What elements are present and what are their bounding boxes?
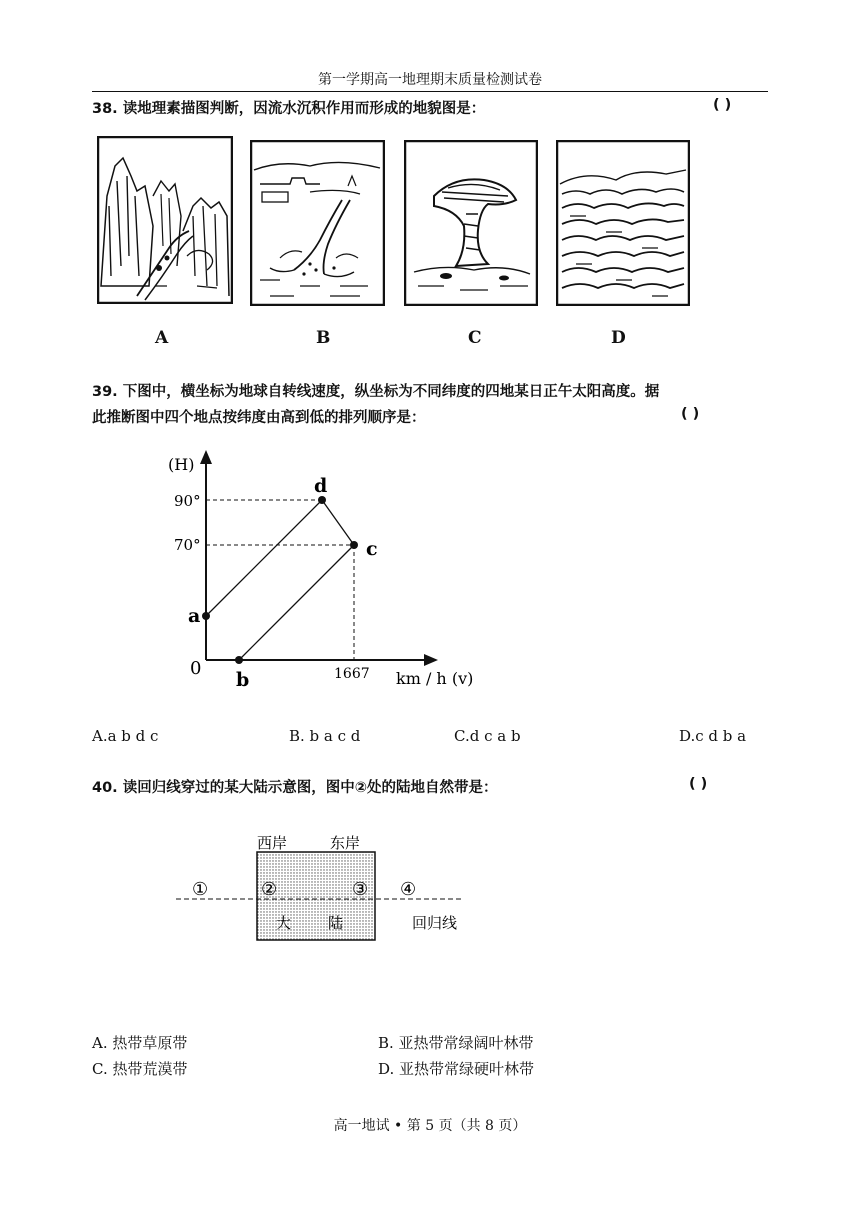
label-east-coast: 东岸	[330, 834, 361, 852]
tick-90: 90°	[174, 492, 201, 510]
q39-answer-blank: ( )	[681, 406, 700, 422]
y-axis-label: (H)	[168, 455, 195, 474]
q40-option-b: B. 亚热带常绿阔叶林带	[378, 1034, 534, 1052]
q39-graph	[160, 448, 500, 698]
q39-option-c: C.d c a b	[454, 727, 521, 745]
q39-text-line2: 此推断图中四个地点按纬度由高到低的排列顺序是：	[92, 410, 426, 426]
point-b	[235, 656, 243, 664]
tick-70: 70°	[174, 536, 201, 554]
line-c-b	[239, 545, 354, 660]
y-axis-arrow	[200, 450, 212, 464]
q40-answer-blank: ( )	[689, 776, 708, 792]
q39-option-a: A.a b d c	[92, 727, 159, 745]
label-c: c	[366, 538, 378, 560]
label-d: d	[314, 475, 328, 497]
label-west-coast: 西岸	[257, 834, 288, 852]
q40-option-d: D. 亚热带常绿硬叶林带	[378, 1060, 535, 1078]
label-tropic: 回归线	[412, 914, 458, 932]
page-footer: 高一地试 • 第 5 页（共 8 页）	[333, 1118, 527, 1134]
header-divider	[92, 91, 768, 92]
q40-text: 40. 读回归线穿过的某大陆示意图，图中②处的陆地自然带是：	[92, 780, 498, 796]
q40-option-a: A. 热带草原带	[92, 1034, 188, 1052]
line-a-d	[206, 500, 322, 616]
sketch-a-label: A	[155, 328, 169, 348]
x-tick-1667: 1667	[334, 666, 370, 682]
x-axis-arrow	[424, 654, 438, 666]
point-c	[350, 541, 358, 549]
label-a: a	[188, 605, 201, 627]
sketch-b-label: B	[316, 328, 331, 348]
sketch-d	[556, 140, 690, 306]
q39-option-d: D.c d b a	[679, 727, 747, 745]
q38-text: 38. 读地理素描图判断，因流水沉积作用而形成的地貌图是：	[92, 101, 486, 117]
q40-option-c: C. 热带荒漠带	[92, 1060, 188, 1078]
sketch-c-label: C	[468, 328, 482, 348]
sketch-c	[404, 140, 538, 306]
page-header: 第一学期高一地理期末质量检测试卷	[318, 72, 542, 88]
marker-4: ④	[400, 879, 417, 900]
origin-label: 0	[190, 658, 202, 679]
label-b: b	[236, 669, 250, 691]
sketch-a	[97, 136, 233, 304]
q40-diagram	[170, 830, 480, 950]
q39-text-line1: 39. 下图中，横坐标为地球自转线速度，纵坐标为不同纬度的四地某日正午太阳高度。据	[92, 384, 660, 400]
sketch-d-label: D	[611, 328, 626, 348]
marker-1: ①	[192, 879, 209, 900]
marker-2: ②	[261, 879, 278, 900]
point-d	[318, 496, 326, 504]
marker-3: ③	[352, 879, 369, 900]
sketch-b	[250, 140, 385, 306]
label-land-left: 大	[276, 914, 292, 932]
label-land-right: 陆	[328, 914, 344, 932]
q38-answer-blank: ( )	[713, 97, 732, 113]
line-d-c	[322, 500, 354, 545]
x-axis-label: km / h (v)	[396, 669, 474, 688]
q39-option-b: B. b a c d	[289, 727, 361, 745]
point-a	[202, 612, 210, 620]
